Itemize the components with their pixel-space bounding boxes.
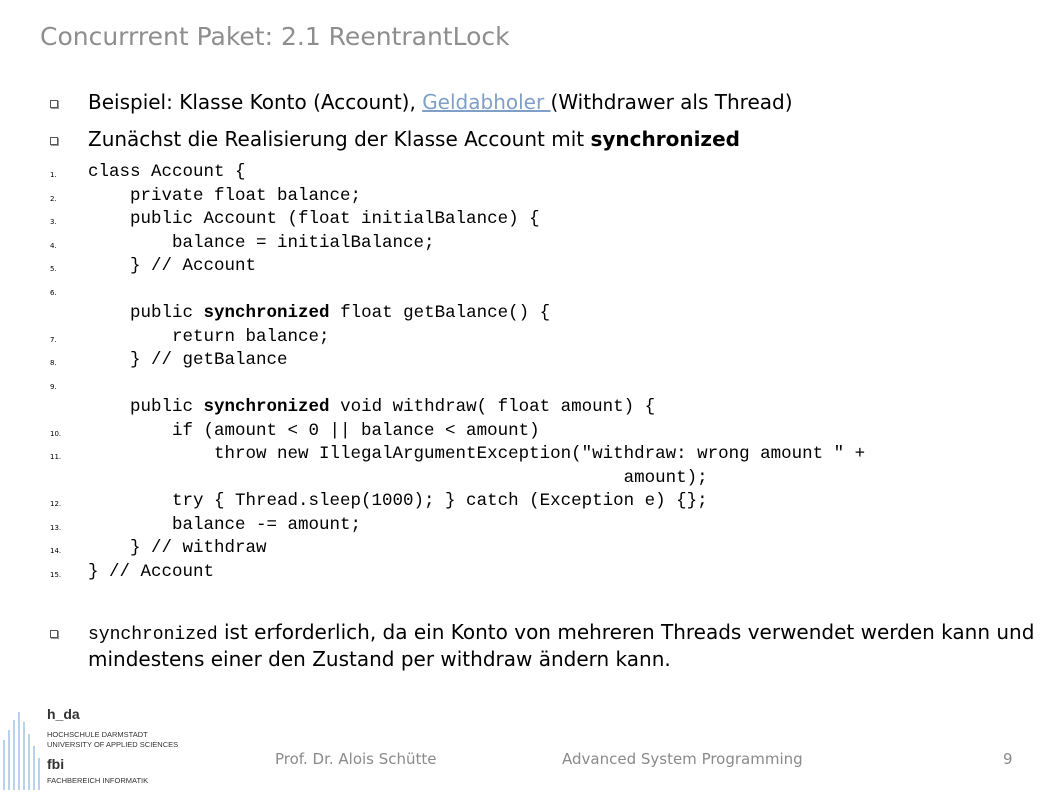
code-text: } // getBalance: [88, 350, 288, 370]
bullet-realisation: [50, 127, 740, 151]
bullet-example-prefix: Beispiel: Klasse Konto (Account),: [88, 90, 423, 114]
code-line-number: 6.: [50, 288, 57, 297]
logo-hda: h_da: [47, 706, 80, 722]
code-text: return balance;: [88, 326, 330, 347]
bullet-realisation-prefix: Zunächst die Realisierung der Klasse Account mit: [88, 127, 591, 151]
code-text: balance = initialBalance;: [88, 232, 435, 253]
footer-author: Prof. Dr. Alois Schütte: [275, 750, 437, 768]
code-text: throw new IllegalArgumentException("withdraw: wrong amount " +: [88, 444, 866, 464]
code-text: public: [88, 397, 204, 417]
code-text: float getBalance() {: [329, 303, 551, 323]
bullet-example: [50, 90, 793, 114]
square-bullet-icon: [50, 100, 58, 108]
code-text: class Account {: [88, 162, 246, 182]
code-line-number: 12.: [50, 500, 62, 508]
code-line: [88, 256, 256, 276]
bullet-synchronized-text: [88, 620, 1048, 671]
code-line: [88, 162, 246, 182]
synchronized-explanation: ist erforderlich, da ein Konto von mehreren Threads verwendet werden kann und mindestens einer den Zustand per withdraw ändern kann.: [88, 620, 1035, 671]
code-text: public: [88, 303, 204, 323]
code-line: [88, 468, 708, 488]
code-text: } // Account: [88, 256, 257, 276]
code-text: } // withdraw: [88, 538, 267, 558]
bullet-example-text: [88, 90, 793, 114]
logo-stripes-icon: [0, 700, 45, 793]
logo-line1: HOCHSCHULE DARMSTADT: [47, 730, 148, 739]
code-line: [88, 327, 330, 347]
bullet-realisation-keyword: synchronized: [590, 127, 740, 151]
code-text: try { Thread.sleep(1000); } catch (Exception e) {};: [88, 491, 708, 511]
code-line-number: 15.: [50, 570, 62, 579]
code-text: balance -= amount;: [88, 514, 362, 535]
code-line-number: 1.: [50, 171, 57, 179]
code-line: [88, 209, 540, 229]
code-line-number: 10.: [50, 429, 62, 438]
code-line: [88, 562, 214, 582]
slide-title: Concurrrent Paket: 2.1 ReentrantLock: [40, 22, 510, 51]
hda-logo: [0, 700, 200, 793]
code-line: [88, 350, 288, 370]
square-bullet-icon: [50, 137, 58, 145]
code-line: [88, 538, 267, 558]
code-line: [88, 491, 708, 511]
code-line-number: 13.: [50, 523, 62, 532]
code-line-number: 11.: [50, 453, 62, 461]
code-line: [88, 186, 361, 206]
footer-page-number: 9: [1003, 750, 1013, 768]
code-line: [88, 233, 435, 253]
code-text: amount);: [88, 467, 708, 488]
code-text: public Account (float initialBalance) {: [88, 209, 540, 229]
bullet-realisation-text: [88, 127, 740, 151]
code-line-number: 7.: [50, 335, 57, 344]
square-bullet-icon: [50, 630, 58, 638]
logo-line2: UNIVERSITY OF APPLIED SCIENCES: [47, 740, 179, 749]
code-text: void withdraw( float amount) {: [329, 397, 656, 417]
synchronized-code-inline: synchronized: [88, 625, 218, 645]
code-line-number: 3.: [50, 218, 57, 226]
code-text: } // Account: [88, 561, 215, 582]
code-line: [88, 303, 550, 323]
code-line-number: 2.: [50, 194, 57, 203]
logo-line3: FACHBEREICH INFORMATIK: [47, 776, 149, 785]
code-line: [88, 444, 865, 464]
footer-course: Advanced System Programming: [562, 750, 803, 768]
bullet-synchronized-explanation: [50, 620, 1048, 671]
code-keyword: synchronized: [203, 303, 330, 323]
code-text: if (amount < 0 || balance < amount): [88, 420, 540, 441]
code-line-number: 8.: [50, 359, 57, 367]
code-line: [88, 397, 655, 417]
code-line-number: 9.: [50, 382, 57, 391]
code-line-number: 14.: [50, 547, 62, 555]
code-line: [88, 421, 540, 441]
code-line-number: 4.: [50, 241, 57, 250]
code-listing: [0, 162, 1058, 592]
code-line-number: 5.: [50, 265, 57, 273]
code-keyword: synchronized: [203, 397, 330, 417]
code-line: [88, 515, 361, 535]
logo-fbi: fbi: [47, 756, 65, 772]
geldabholer-link[interactable]: Geldabholer: [422, 90, 551, 114]
code-text: private float balance;: [88, 185, 362, 206]
bullet-example-suffix: (Withdrawer als Thread): [550, 90, 793, 114]
